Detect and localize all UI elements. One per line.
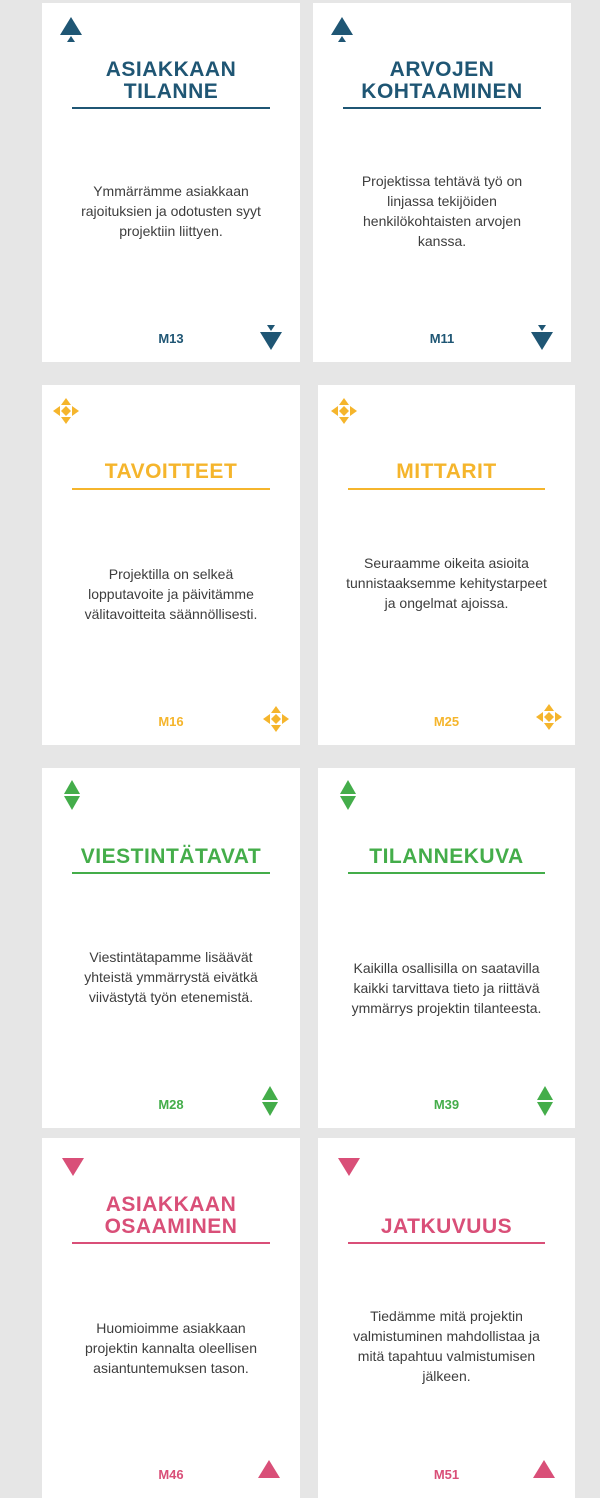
card-asiakkaan-tilanne[interactable] (42, 3, 300, 362)
card-code: M28 (158, 1097, 184, 1112)
spade-arrow-icon (260, 324, 282, 348)
title-underline (72, 1242, 270, 1244)
diamond-icon (262, 1086, 278, 1116)
card-description: Viestintätapamme lisäävät yhteistä ymmärrystä eivätkä viivästytä työn etenemistä. (84, 949, 258, 1005)
title-underline (343, 107, 541, 109)
title-line: MITTARIT (396, 460, 497, 483)
title-underline (348, 1242, 545, 1244)
card-description: Kaikilla osallisilla on saatavilla kaikki tarvittava tieto ja riittävä ymmärrys projektin tilanteesta. (351, 960, 542, 1016)
card-description: Tiedämme mitä projektin valmistuminen mahdollistaa ja mitä tapahtuu valmistumisen jälkeen. (353, 1308, 540, 1384)
spade-arrow-icon (531, 324, 553, 348)
card-code: M11 (429, 331, 455, 346)
heart-triangle-icon (62, 1158, 84, 1176)
card-mittarit[interactable] (318, 385, 575, 745)
title-line: VIESTINTÄTAVAT (80, 845, 262, 868)
card-arvojen-kohtaaminen[interactable] (313, 3, 571, 362)
title-line: TAVOITTEET (104, 460, 238, 483)
diamond-icon (64, 780, 80, 810)
title-underline (348, 872, 545, 874)
title-line: OSAAMINEN (104, 1215, 238, 1238)
card-title (343, 59, 541, 103)
card-description: Seuraamme oikeita asioita tunnistaaksemme kehitystarpeet ja ongelmat ajoissa. (346, 555, 547, 611)
card-asiakkaan-osaaminen[interactable] (42, 1138, 300, 1498)
card-title (72, 461, 270, 483)
card-title (72, 846, 270, 868)
card-viestintatavat[interactable] (42, 768, 300, 1128)
spade-arrow-icon (60, 17, 82, 41)
diamond-icon (537, 1086, 553, 1116)
title-underline (348, 488, 545, 490)
title-underline (72, 488, 270, 490)
four-triangle-cross-icon (330, 397, 358, 425)
four-triangle-cross-icon (262, 705, 290, 733)
title-line: JATKUVUUS (380, 1215, 513, 1238)
card-title (348, 1216, 545, 1238)
card-code: M13 (158, 331, 184, 346)
title-line: ASIAKKAAN (105, 1193, 237, 1216)
title-line: TILANNE (123, 80, 219, 103)
spade-arrow-icon (331, 17, 353, 41)
card-description: Projektissa tehtävä työ on linjassa tekijöiden henkilökohtaisten arvojen kanssa. (361, 173, 523, 249)
title-line: ARVOJEN (389, 58, 495, 81)
card-tilannekuva[interactable] (318, 768, 575, 1128)
card-description: Huomioimme asiakkaan projektin kannalta oleellisen asiantuntemuksen tason. (85, 1320, 257, 1376)
card-description: Ymmärrämme asiakkaan rajoituksien ja odotusten syyt projektiin liittyen. (81, 183, 261, 239)
card-title (348, 846, 545, 868)
title-underline (72, 872, 270, 874)
card-jatkuvuus[interactable] (318, 1138, 575, 1498)
card-code: M16 (158, 714, 184, 729)
four-triangle-cross-icon (52, 397, 80, 425)
card-code: M39 (433, 1097, 460, 1112)
card-code: M25 (433, 714, 460, 729)
four-triangle-cross-icon (535, 703, 563, 731)
card-title (72, 59, 270, 103)
title-line: TILANNEKUVA (369, 845, 524, 868)
title-underline (72, 107, 270, 109)
card-tavoitteet[interactable] (42, 385, 300, 745)
heart-triangle-icon (338, 1158, 360, 1176)
title-line: KOHTAAMINEN (361, 80, 523, 103)
card-code: M51 (433, 1467, 460, 1482)
card-title (72, 1194, 270, 1238)
heart-triangle-icon (533, 1460, 555, 1478)
title-line: ASIAKKAAN (105, 58, 237, 81)
heart-triangle-icon (258, 1460, 280, 1478)
card-title (348, 461, 545, 483)
diamond-icon (340, 780, 356, 810)
card-description: Projektilla on selkeä lopputavoite ja päivitämme välitavoitteita säännöllisesti. (84, 566, 258, 622)
card-code: M46 (158, 1467, 184, 1482)
